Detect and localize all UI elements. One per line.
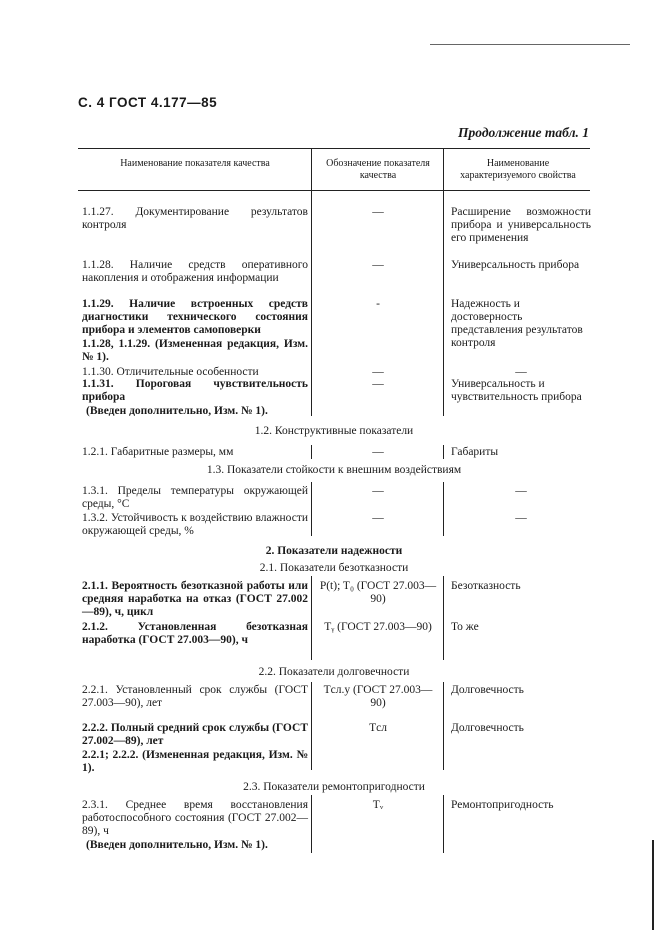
col-header-designation: Обозначение показателя качества (326, 158, 430, 181)
row-1127-name: 1.1.27. Документирование результатов контроля (82, 206, 308, 231)
section-1-3-title: 1.3. Показатели стойкости к внешним воздействиям (206, 464, 462, 476)
row-1130-name: 1.1.30. Отличительные особенности (82, 366, 259, 378)
row-231-designation: Tᵥ (372, 799, 384, 811)
row-1129-designation: - (376, 298, 380, 310)
section-1-2-title: 1.2. Конструктивные показатели (254, 425, 414, 437)
row-231-name: 2.3.1. Среднее время восстановления работоспособного состояния (ГОСТ 27.002—89), ч (82, 799, 308, 837)
row-221-designation: Tсл.у (ГОСТ 27.003—90) (323, 684, 433, 709)
scan-artifact-right (652, 840, 654, 930)
row-121-designation: — (372, 446, 384, 458)
col-divider-2c (443, 482, 444, 536)
row-1129-note: 1.1.28, 1.1.29. (Измененная редакция, Изм. № 1). (82, 338, 308, 363)
section-2-2-title: 2.2. Показатели долговечности (258, 666, 410, 678)
row-221-property: Долговечность (451, 684, 524, 696)
row-131-property: — (515, 485, 527, 497)
row-212-property: То же (451, 621, 479, 633)
row-1130-designation: — (372, 366, 384, 378)
row-1128-name: 1.1.28. Наличие средств оперативного накопления и отображения информации (82, 259, 308, 284)
row-1130-property: — (515, 366, 527, 378)
row-231-property: Ремонтопригодность (451, 799, 554, 811)
col-header-property: Наименование характеризуемого свойства (460, 158, 576, 181)
row-132-property: — (515, 512, 527, 524)
page-header: С. 4 ГОСТ 4.177—85 (78, 95, 218, 110)
row-222-property: Долговечность (451, 722, 524, 734)
table-top-rule (78, 148, 590, 149)
col-divider-1c (311, 482, 312, 536)
row-1131-property: Универсальность и чувствительность прибора (451, 378, 582, 403)
row-211-name: 2.1.1. Вероятность безотказной работы или средняя наработка на отказ (ГОСТ 27.002—89), ч, цикл (82, 580, 308, 618)
row-212-name: 2.1.2. Установленная безотказная наработка (ГОСТ 27.003—90), ч (82, 621, 308, 646)
col-divider-2e (443, 682, 444, 770)
col-divider-2d (443, 576, 444, 660)
col-header-name: Наименование показателя качества (120, 158, 270, 169)
row-1128-property: Универсальность прибора (451, 259, 580, 271)
row-1131-note: (Введен дополнительно, Изм. № 1). (86, 405, 268, 417)
row-1131-name: 1.1.31. Пороговая чувствительность прибора (82, 378, 308, 403)
row-1127-designation: — (372, 206, 384, 218)
row-131-name: 1.3.1. Пределы температуры окружающей среды, °С (82, 485, 308, 510)
col-divider-1a (311, 148, 312, 416)
table-header-rule (78, 190, 590, 191)
row-211-property: Безотказность (451, 580, 521, 592)
row-121-name: 1.2.1. Габаритные размеры, мм (82, 446, 234, 458)
row-1128-designation: — (372, 259, 384, 271)
row-1127-property: Расширение возможности прибора и универсальность его применения (451, 206, 591, 244)
section-2-1-title: 2.1. Показатели безотказности (259, 562, 409, 574)
col-divider-1e (311, 682, 312, 770)
row-222-note: 2.2.1; 2.2.2. (Измененная редакция, Изм. № 1). (82, 749, 308, 774)
row-1129-name: 1.1.29. Наличие встроенных средств диагностики технического состояния прибора и элементов самоповерки (82, 298, 308, 336)
row-132-name: 1.3.2. Устойчивость к воздействию влажности окружающей среды, % (82, 512, 308, 537)
col-divider-1f (311, 795, 312, 853)
section-2-3-title: 2.3. Показатели ремонтопригодности (243, 781, 425, 793)
scan-artifact-top (430, 44, 630, 45)
row-221-name: 2.2.1. Установленный срок службы (ГОСТ 27.003—90), лет (82, 684, 308, 709)
section-2-title: 2. Показатели надежности (265, 545, 403, 557)
row-121-property: Габариты (451, 446, 499, 458)
table-continuation-label: Продолжение табл. 1 (458, 125, 589, 140)
col-divider-2b (443, 445, 444, 459)
row-132-designation: — (372, 512, 384, 524)
row-212-designation: Tᵧ (ГОСТ 27.003—90) (324, 621, 432, 633)
row-131-designation: — (372, 485, 384, 497)
col-divider-1d (311, 576, 312, 660)
row-211-designation: P(t); T₀ (ГОСТ 27.003—90) (319, 580, 437, 605)
row-222-designation: Tсл (369, 722, 387, 734)
col-divider-2f (443, 795, 444, 853)
col-divider-2a (443, 148, 444, 416)
col-divider-1b (311, 445, 312, 459)
row-222-name: 2.2.2. Полный средний срок службы (ГОСТ 27.002—89), лет (82, 722, 308, 747)
row-1131-designation: — (372, 378, 384, 390)
row-1129-property: Надежность и достоверность представления результатов контроля (451, 298, 583, 349)
row-231-note: (Введен дополнительно, Изм. № 1). (86, 839, 268, 851)
